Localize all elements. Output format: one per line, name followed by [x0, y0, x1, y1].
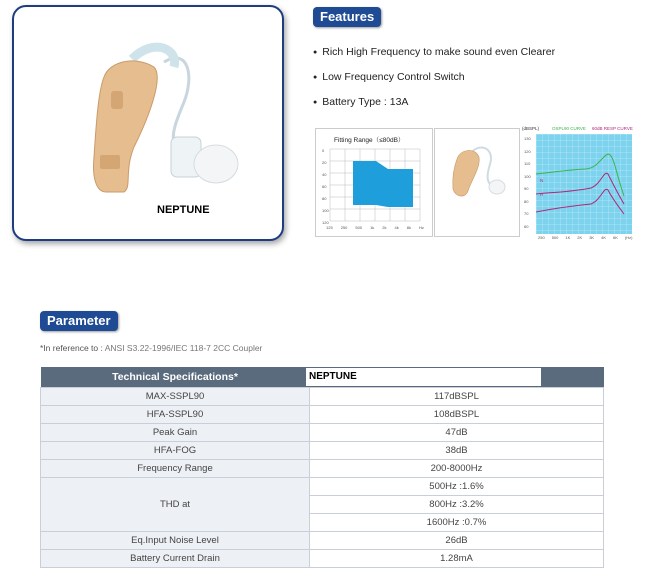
reference-value: ANSI S3.22-1996/IEC 118-7 2CC Coupler — [102, 343, 263, 353]
spec-value: 26dB — [310, 532, 604, 550]
fitting-x-tick: 250 — [340, 225, 348, 230]
table-row — [41, 442, 604, 460]
product-photo-card — [12, 5, 284, 241]
resp-y-tick: 80 — [524, 198, 529, 204]
resp-legend-ospl: OSPL90 CURVE — [552, 126, 586, 131]
fitting-chart-title: Fitting Range（≤80dB） — [334, 137, 405, 144]
table-row — [41, 406, 604, 424]
fitting-x-tick: 500 — [355, 225, 363, 230]
spec-value: 47dB — [310, 424, 604, 442]
resp-y-tick: 90 — [524, 186, 529, 191]
resp-x-tick: 250 — [538, 235, 545, 240]
fitting-y-tick: 120 — [322, 220, 329, 225]
spec-header-brand: NEPTUNE — [306, 368, 541, 386]
spec-value: 200-8000Hz — [310, 460, 604, 478]
spec-label: HFA-SSPL90 — [41, 406, 310, 424]
spec-header-right — [310, 367, 604, 388]
table-row — [41, 550, 604, 568]
resp-x-tick: 500 — [551, 235, 559, 240]
reference-note — [40, 343, 262, 353]
fitting-y-tick: 20 — [322, 160, 327, 165]
table-row — [41, 478, 604, 496]
fitting-x-tick: 125 — [326, 225, 333, 230]
spec-label: Frequency Range — [41, 460, 310, 478]
spec-label: HFA-FOG — [41, 442, 310, 460]
spec-label: MAX-SSPL90 — [41, 388, 310, 406]
feature-item: ● Rich High Frequency to make sound even Clearer — [313, 46, 555, 58]
table-row — [41, 460, 604, 478]
resp-mark-h: H — [540, 192, 544, 197]
spec-value: 108dBSPL — [310, 406, 604, 424]
resp-x-tick: 2K — [577, 235, 583, 240]
feature-item: ● Battery Type : 13A — [313, 96, 408, 108]
spec-value: 38dB — [310, 442, 604, 460]
resp-x-tick: 3K — [589, 235, 595, 240]
fitting-y-tick: 40 — [322, 172, 327, 177]
resp-y-tick: 130 — [524, 136, 531, 141]
spec-header-left: Technical Specifications* — [41, 367, 310, 388]
resp-x-tick: 6K — [613, 235, 618, 240]
resp-y-tick: 110 — [524, 161, 531, 166]
fitting-chart-plot — [316, 129, 432, 236]
spec-value: 800Hz :3.2% — [310, 496, 604, 514]
fitting-x-tick: 8k — [406, 225, 411, 230]
reference-label: *In reference to : — [40, 343, 103, 353]
fitting-x-tick: 2k — [382, 225, 387, 230]
fitting-y-tick: 100 — [322, 208, 329, 213]
features-title: Features — [313, 7, 381, 27]
fitting-y-tick: 0 — [322, 148, 325, 153]
fitting-x-unit: Hz — [419, 225, 424, 230]
resp-y-tick: 60 — [524, 223, 529, 229]
fitting-x-tick: 4k — [394, 225, 399, 230]
hearing-aid-image — [14, 7, 282, 239]
mini-product-photo — [434, 128, 520, 237]
table-row — [41, 424, 604, 442]
spec-value: 117dBSPL — [310, 388, 604, 406]
response-curve-chart — [522, 124, 635, 242]
resp-mark-n: N — [540, 178, 544, 183]
hearing-aid-mini-image — [435, 129, 519, 236]
resp-chart-plot — [536, 134, 632, 234]
brand-label: NEPTUNE — [157, 204, 210, 216]
resp-y-tick: 70 — [524, 211, 529, 216]
resp-y-unit: (dBSPL) — [522, 126, 540, 131]
table-row — [41, 532, 604, 550]
spec-label: Peak Gain — [41, 424, 310, 442]
resp-y-tick: 120 — [524, 148, 531, 154]
resp-y-tick: 100 — [524, 173, 531, 179]
spec-label: Battery Current Drain — [41, 550, 310, 568]
resp-legend-resp: 60dB RESP CURVE — [592, 126, 633, 131]
fitting-y-tick: 80 — [322, 196, 327, 201]
spec-value: 1.28mA — [310, 550, 604, 568]
resp-x-tick: 4K — [601, 235, 606, 240]
fitting-y-tick: 60 — [322, 184, 327, 189]
fitting-x-tick: 1k — [370, 225, 375, 230]
spec-table — [40, 367, 604, 568]
resp-x-tick: 1K — [565, 235, 571, 240]
parameter-title: Parameter — [40, 311, 118, 331]
fitting-range-chart — [315, 128, 433, 237]
feature-item: ● Low Frequency Control Switch — [313, 71, 465, 83]
spec-header-row — [41, 367, 604, 388]
spec-label: Eq.Input Noise Level — [41, 532, 310, 550]
spec-value: 1600Hz :0.7% — [310, 514, 604, 532]
resp-x-unit: (Hz) — [624, 235, 633, 240]
spec-value: 500Hz :1.6% — [310, 478, 604, 496]
table-row — [41, 388, 604, 406]
spec-label: THD at — [41, 478, 310, 532]
